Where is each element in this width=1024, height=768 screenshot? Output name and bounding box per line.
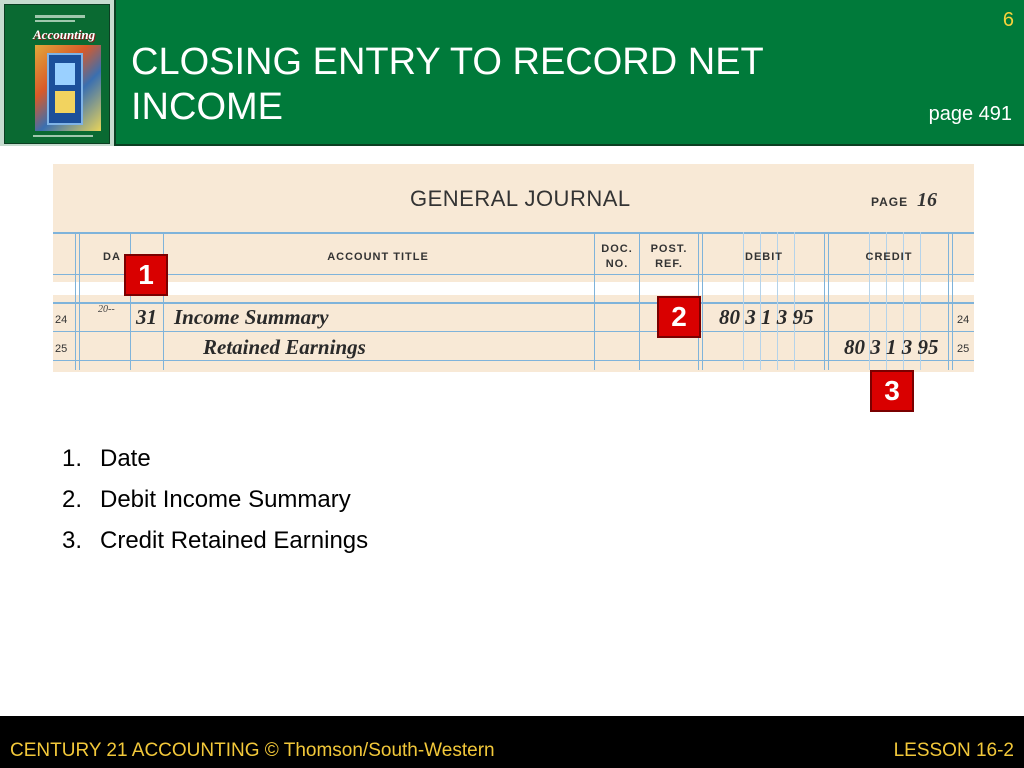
step-text: Date	[100, 445, 151, 472]
blank-band	[53, 282, 974, 295]
book-cover-image	[4, 4, 110, 144]
row-25-top-rule	[53, 331, 974, 332]
col-credit: CREDIT	[865, 251, 913, 263]
book-cover-thumbnail	[0, 0, 116, 146]
line-number-right: 24	[957, 314, 970, 326]
header-bottom-rule	[53, 274, 974, 275]
footer-lesson: LESSON 16-2	[893, 740, 1014, 761]
header-top-rule	[53, 232, 974, 234]
slide-number: 6	[1002, 9, 1014, 31]
step-number: 3.	[62, 527, 83, 554]
journal-page-number: 16	[917, 189, 937, 211]
entry-account-credit: Retained Earnings	[203, 335, 366, 359]
page-reference: page 491	[928, 103, 1012, 125]
callout-2: 2	[657, 296, 701, 338]
cover-door-icon	[47, 53, 83, 125]
year-mark: 20--	[98, 304, 115, 315]
line-number-left: 25	[55, 343, 68, 355]
row-24-rule	[53, 302, 974, 304]
callout-3: 3	[870, 370, 914, 412]
journal-page-label: PAGE	[871, 195, 909, 209]
col-date: DA	[103, 251, 121, 263]
general-journal-image	[53, 164, 974, 372]
step-number: 2.	[62, 486, 83, 513]
row-25-bottom-rule	[53, 360, 974, 361]
slide-footer	[0, 716, 1024, 768]
book-cover-brand: Accounting	[33, 27, 96, 42]
line-number-left: 24	[55, 314, 68, 326]
step-text: Credit Retained Earnings	[100, 527, 369, 554]
entry-credit-amount: 80 3 1 3 95	[844, 335, 939, 359]
entry-debit-amount: 80 3 1 3 95	[719, 305, 814, 329]
col-doc-no: DOC. NO.	[601, 243, 633, 270]
entry-account-debit: Income Summary	[174, 305, 329, 329]
callout-1: 1	[124, 254, 168, 296]
slide-header	[0, 0, 1024, 146]
steps-list	[62, 438, 368, 561]
line-number-right: 25	[957, 343, 970, 355]
journal-title: GENERAL JOURNAL	[410, 186, 631, 211]
step-number: 1.	[62, 445, 83, 472]
col-debit: DEBIT	[745, 251, 783, 263]
list-item	[62, 438, 368, 479]
col-post-ref: POST. REF.	[650, 243, 688, 270]
list-item	[62, 479, 368, 520]
step-text: Debit Income Summary	[100, 486, 351, 513]
slide-title: CLOSING ENTRY TO RECORD NET INCOME	[131, 41, 764, 128]
list-item	[62, 520, 368, 561]
col-account-title: ACCOUNT TITLE	[327, 251, 429, 263]
entry-day: 31	[136, 305, 157, 329]
footer-course: CENTURY 21 ACCOUNTING © Thomson/South-Western	[10, 740, 495, 761]
